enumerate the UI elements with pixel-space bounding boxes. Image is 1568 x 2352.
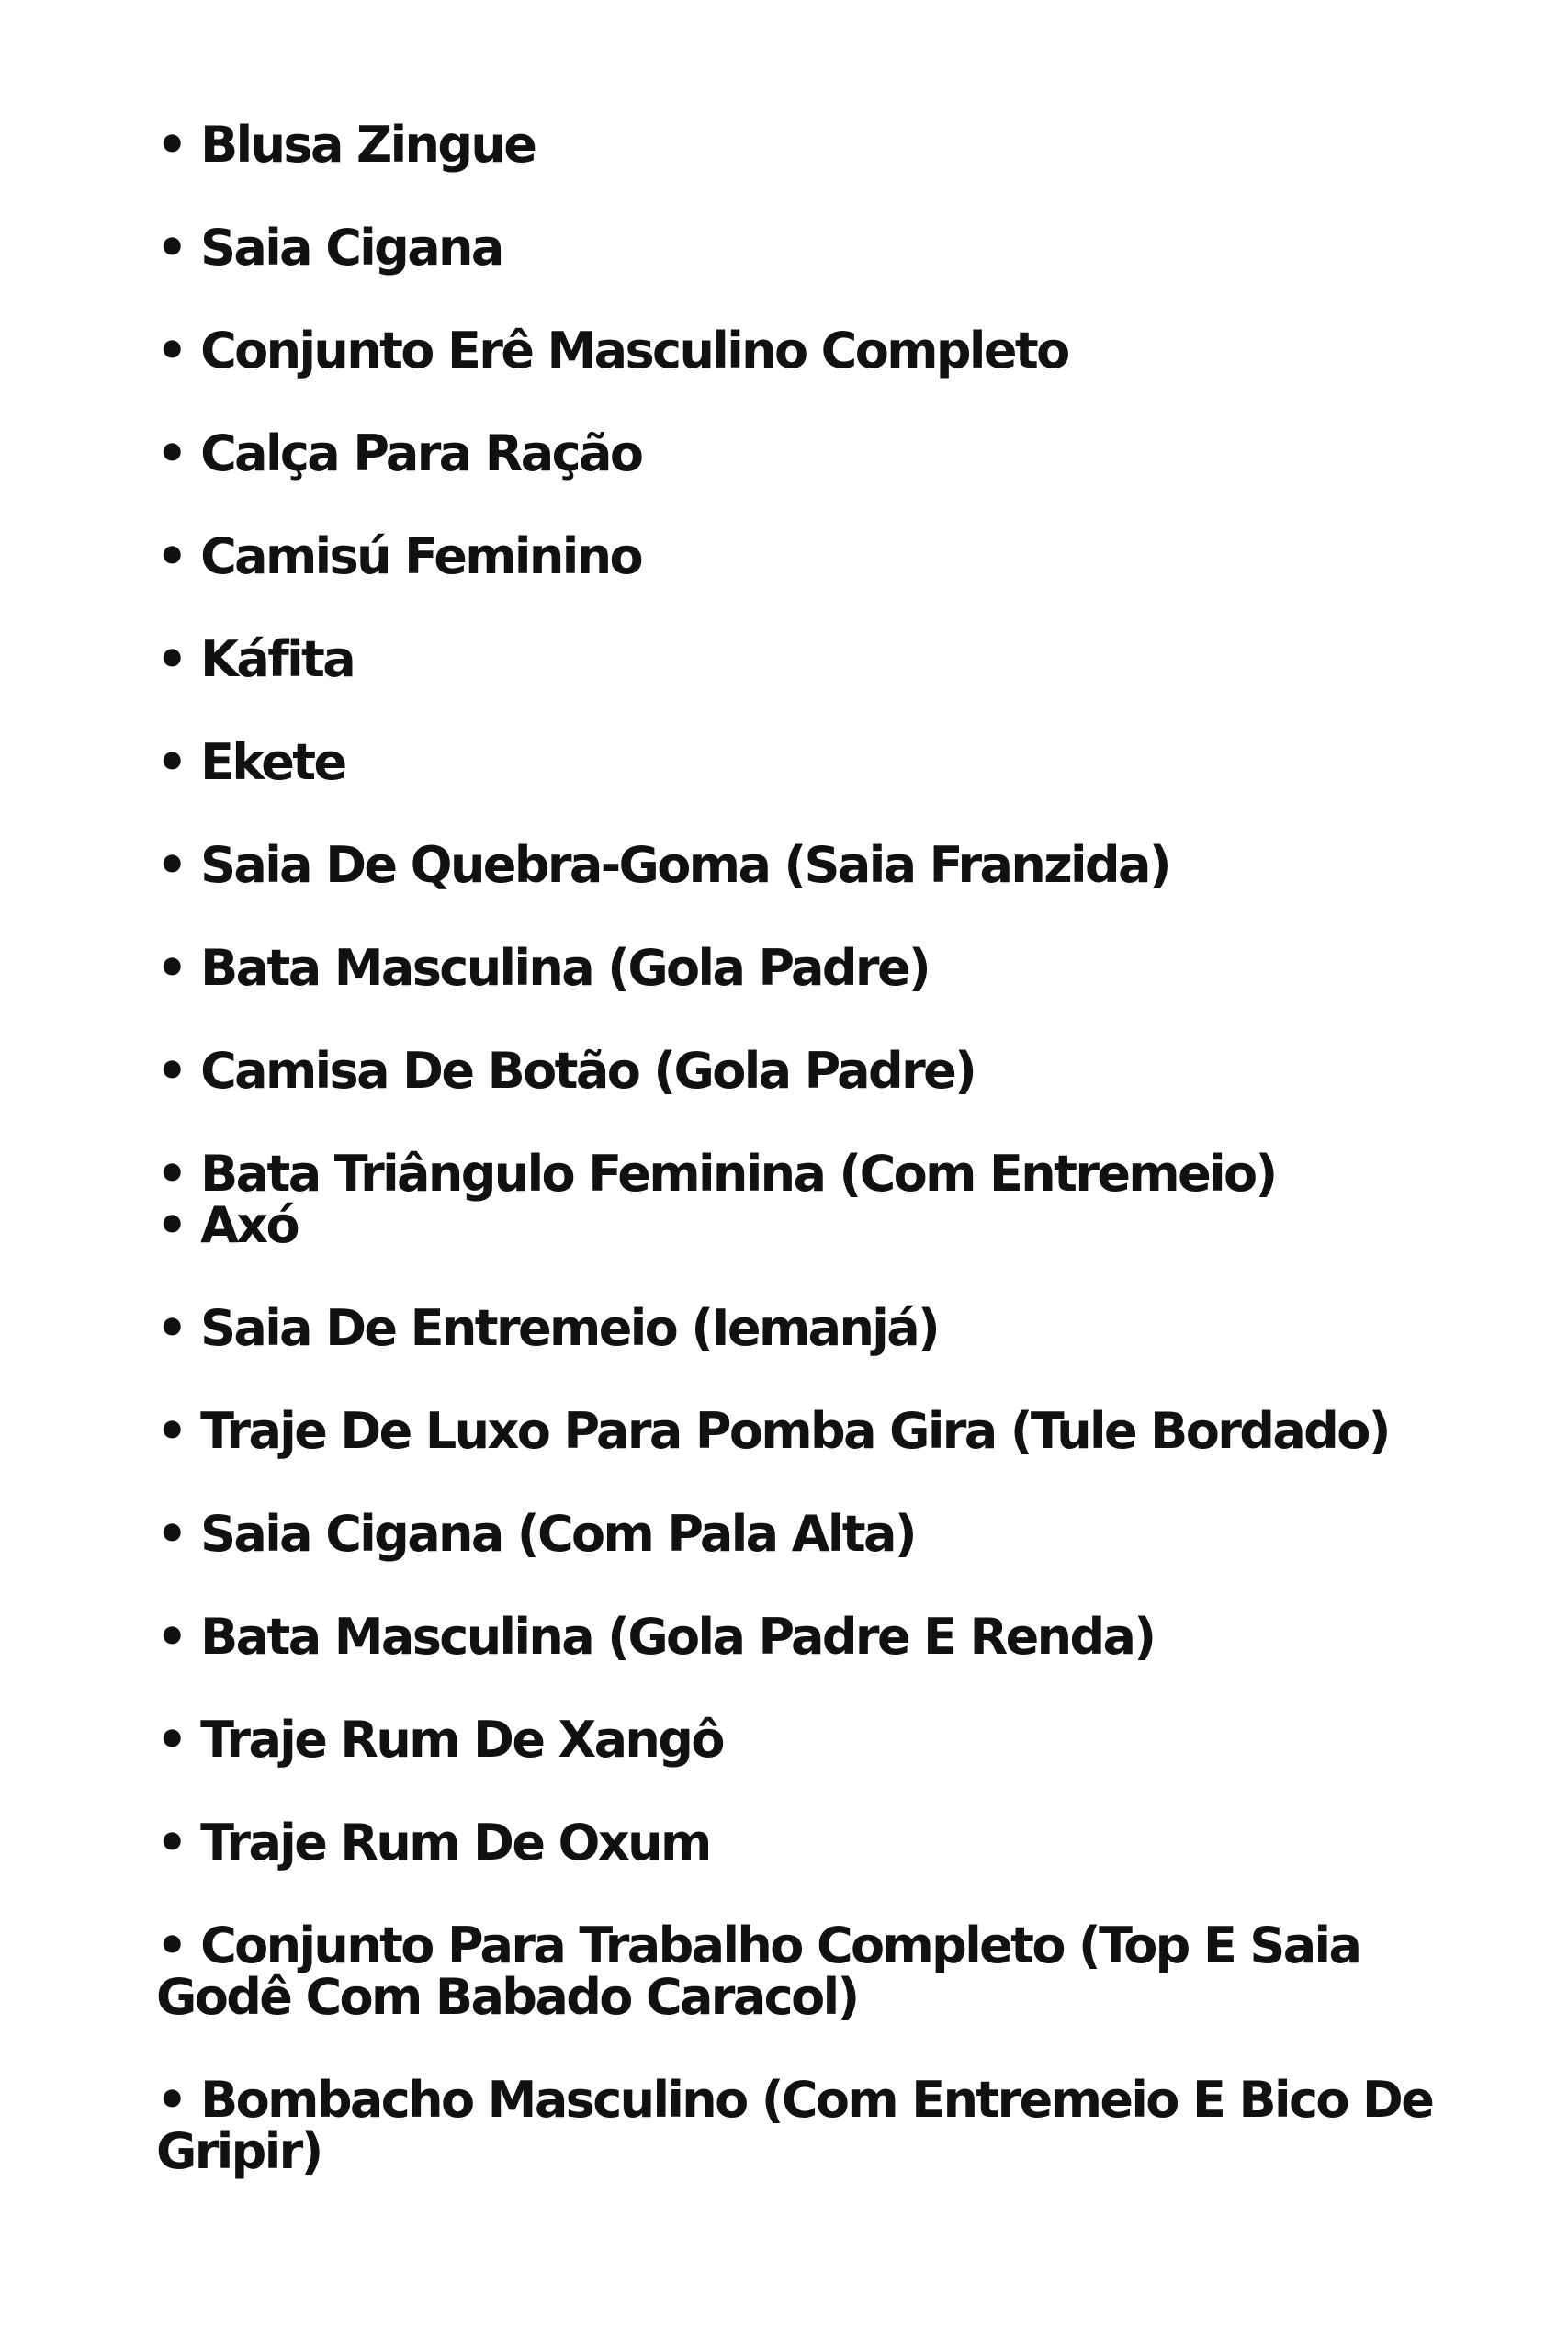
garment-list	[156, 116, 1442, 2229]
list-item: • Traje Rum De Xangô	[156, 1711, 723, 1769]
list-item: • Bata Masculina (Gola Padre)	[156, 939, 930, 997]
list-item: • Conjunto Para Trabalho Completo (Top E Saia Godê Com Babado Caracol)	[156, 1917, 1360, 2026]
list-item: • Bata Masculina (Gola Padre E Renda)	[156, 1608, 1155, 1666]
list-item: • Camisa De Botão (Gola Padre)	[156, 1042, 976, 1100]
list-item: • Ekete	[156, 733, 345, 791]
list-item: • Saia De Quebra-Goma (Saia Franzida)	[156, 836, 1169, 894]
list-item: • Saia Cigana	[156, 219, 502, 277]
list-item: • Káfita	[156, 630, 355, 688]
list-item: • Calça Para Ração	[156, 424, 642, 482]
list-item: • Saia De Entremeio (Iemanjá)	[156, 1299, 939, 1357]
list-item: • Conjunto Erê Masculino Completo	[156, 322, 1068, 379]
list-item: • Saia Cigana (Com Pala Alta)	[156, 1505, 915, 1563]
list-item: • Camisú Feminino	[156, 527, 641, 585]
list-item: • Axó	[156, 1196, 299, 1254]
list-item: • Bata Triângulo Feminina (Com Entremeio)	[156, 1145, 1276, 1203]
list-item: • Traje De Luxo Para Pomba Gira (Tule Bordado)	[156, 1402, 1389, 1460]
list-item: • Blusa Zingue	[156, 116, 536, 174]
list-item: • Traje Rum De Oxum	[156, 1814, 710, 1871]
list-item: • Bombacho Masculino (Com Entremeio E Bico De Gripir)	[156, 2071, 1433, 2180]
